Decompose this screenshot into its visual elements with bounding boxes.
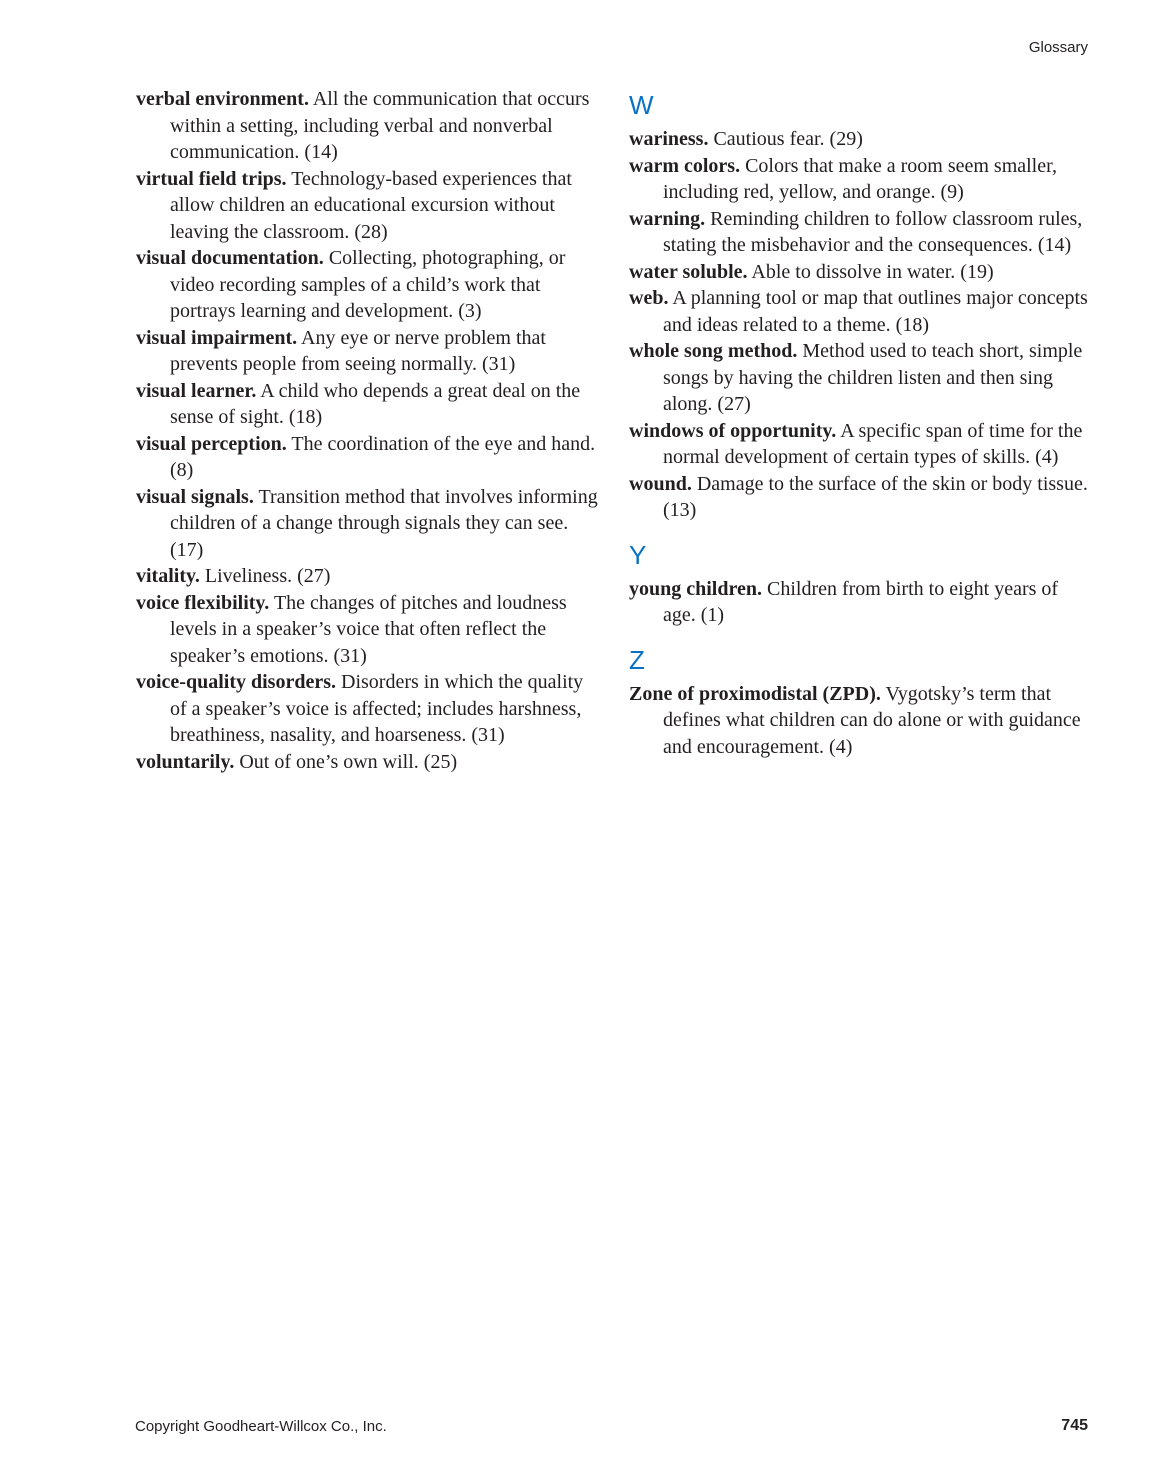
glossary-definition: Out of one’s own will. (25) [239, 750, 458, 773]
glossary-term: windows of opportunity. [629, 419, 837, 442]
glossary-definition: Damage to the surface of the skin or body tissue. (13) [663, 472, 1088, 521]
glossary-entry [629, 126, 1091, 153]
glossary-term: wound. [629, 472, 692, 495]
letter-heading-y: Y [629, 539, 647, 570]
glossary-definition: All the communication that occurs within a setting, including verbal and nonverbal communication. (14) [170, 88, 590, 163]
glossary-term: virtual field trips. [136, 167, 287, 190]
glossary-definition: Children from birth to eight years of age. (1) [663, 577, 1059, 626]
glossary-definition: A specific span of time for the normal development of certain types of skills. (4) [663, 419, 1083, 468]
page-number: 745 [1061, 1417, 1088, 1434]
glossary-definition: Collecting, photographing, or video recording samples of a child’s work that portrays learning and development. (3) [170, 247, 566, 322]
glossary-entry [136, 166, 598, 246]
glossary-term: visual perception. [136, 432, 287, 455]
glossary-entry [136, 378, 598, 431]
glossary-entry [136, 484, 598, 564]
glossary-definition: Reminding children to follow classroom rules, stating the misbehavior and the consequences. (14) [663, 207, 1083, 256]
glossary-term: visual documentation. [136, 247, 324, 269]
glossary-definition: Vygotsky’s term that defines what children can do alone or with guidance and encouragement. (4) [663, 682, 1081, 758]
glossary-entry [629, 338, 1091, 418]
glossary-definition: A planning tool or map that outlines major concepts and ideas related to a theme. (18) [663, 287, 1088, 336]
glossary-term: voluntarily. [136, 750, 235, 773]
glossary-definition: Liveliness. (27) [204, 565, 331, 587]
glossary-term: voice-quality disorders. [136, 671, 336, 693]
glossary-term: wariness. [629, 128, 709, 150]
glossary-term: young children. [629, 577, 762, 600]
glossary-entry [136, 86, 598, 166]
glossary-term: voice flexibility. [136, 591, 270, 614]
letter-heading-w: W [629, 90, 654, 120]
glossary-entry [629, 681, 1091, 761]
glossary-entry [136, 563, 598, 590]
glossary-entry [136, 749, 598, 776]
running-head: Glossary [1028, 39, 1088, 56]
glossary-term: visual impairment. [136, 326, 298, 349]
copyright-footer: Copyright Goodheart-Willcox Co., Inc. [135, 1418, 387, 1435]
glossary-entry [629, 259, 1091, 286]
glossary-entry [629, 153, 1091, 206]
glossary-term: web. [629, 287, 669, 309]
glossary-column-right [629, 86, 1091, 760]
glossary-term: warning. [629, 207, 706, 230]
glossary-definition: Method used to teach short, simple songs by having the children listen and then sing along. (27) [663, 340, 1083, 415]
glossary-definition: Any eye or nerve problem that prevents people from seeing normally. (31) [170, 326, 546, 375]
glossary-definition: Disorders in which the quality of a speaker’s voice is affected; includes harshness, breathiness, nasality, and hoarseness. (31) [170, 671, 584, 746]
glossary-column-left [136, 86, 598, 775]
glossary-term: vitality. [136, 565, 200, 587]
glossary-term: whole song method. [629, 340, 798, 362]
glossary-definition: Technology-based experiences that allow children an educational excursion without leaving the classroom. (28) [170, 167, 572, 243]
glossary-entry [136, 245, 598, 325]
glossary-term: visual learner. [136, 379, 257, 402]
glossary-term: warm colors. [629, 154, 741, 177]
glossary-definition: Able to dissolve in water. (19) [751, 260, 994, 283]
glossary-definition: The coordination of the eye and hand. (8) [170, 432, 596, 481]
glossary-entry [136, 669, 598, 749]
glossary-entry [136, 431, 598, 484]
glossary-entry [629, 285, 1091, 338]
glossary-entry [136, 325, 598, 378]
glossary-definition: Cautious fear. (29) [713, 128, 863, 150]
glossary-definition: A child who depends a great deal on the sense of sight. (18) [170, 379, 581, 428]
glossary-entry [629, 576, 1091, 629]
glossary-entry [629, 206, 1091, 259]
glossary-entry [629, 418, 1091, 471]
glossary-definition: The changes of pitches and loudness levels in a speaker’s voice that often reflect the speaker’s emotions. (31) [170, 591, 567, 667]
glossary-term: visual signals. [136, 485, 254, 508]
glossary-term: water soluble. [629, 260, 748, 283]
glossary-definition: Transition method that involves informing children of a change through signals they can see. (17) [170, 485, 598, 561]
glossary-entry [136, 590, 598, 670]
letter-heading-z: Z [629, 644, 645, 675]
glossary-entry [629, 471, 1091, 524]
glossary-definition: Colors that make a room seem smaller, including red, yellow, and orange. (9) [663, 154, 1057, 203]
glossary-term: verbal environment. [136, 88, 309, 110]
glossary-term: Zone of proximodistal (ZPD). [629, 682, 881, 705]
